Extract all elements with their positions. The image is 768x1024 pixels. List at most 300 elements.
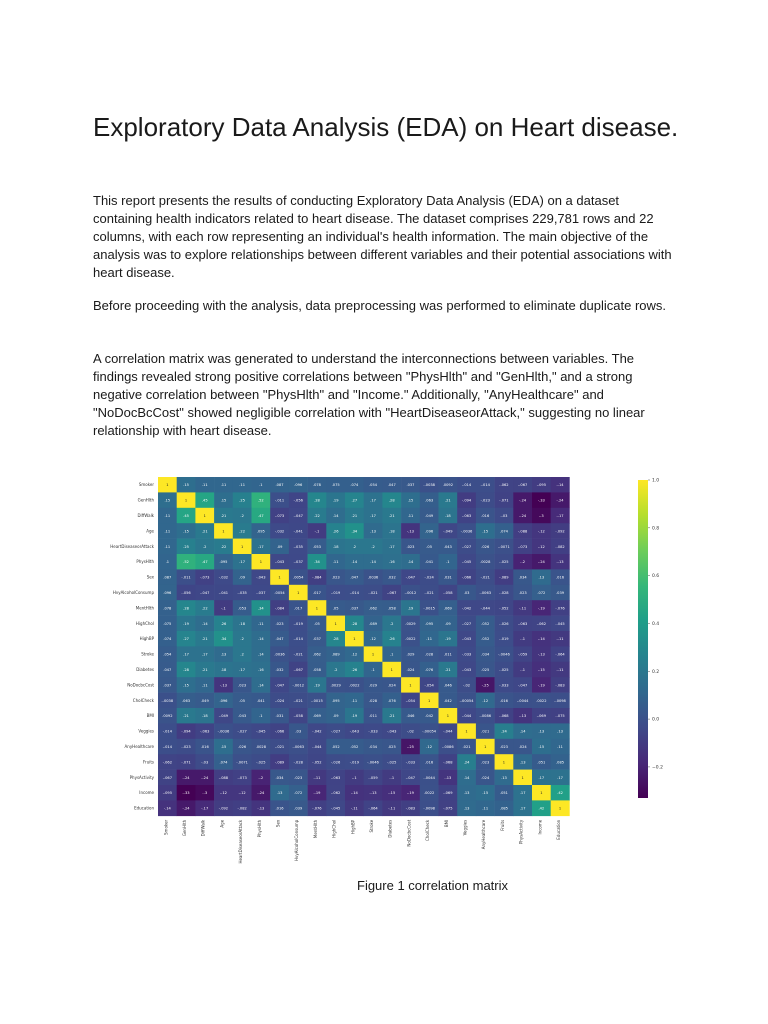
heatmap-cell-label: -.12 (219, 791, 227, 796)
heatmap-cell-label: -.019 (293, 621, 303, 626)
heatmap-cell-label: .023 (294, 775, 303, 780)
heatmap-cell-label: -.0044 (423, 775, 435, 780)
heatmap-cell-label: .085 (556, 760, 565, 765)
heatmap-cell-label: .016 (481, 514, 490, 518)
heatmap-cell-label: -.095 (162, 791, 173, 796)
heatmap-cell-label: -.021 (293, 698, 303, 703)
heatmap-cell-label: -.037 (256, 591, 266, 595)
heatmap-cell-label: .0022 (349, 683, 360, 688)
heatmap-cell-label: -.042 (312, 729, 322, 734)
heatmap-cell-label: -.021 (424, 591, 434, 595)
heatmap-cell-label: -.028 (293, 760, 303, 765)
figure-caption: Figure 1 correlation matrix (357, 878, 508, 893)
heatmap-cell-label: -.3 (202, 791, 208, 796)
x-tick-label: Diabetes (387, 819, 393, 838)
heatmap-cell-label: -.0044 (516, 698, 529, 703)
heatmap-cell-label: .17 (201, 652, 208, 657)
heatmap-cell-label: -.049 (443, 529, 453, 534)
heatmap-cell-label: -.0086 (479, 714, 492, 719)
heatmap-cell-label: .024 (481, 775, 490, 780)
heatmap-cell-label: .047 (163, 668, 172, 672)
heatmap-cell-label: -.0046 (367, 760, 379, 765)
heatmap-cell-label: .046 (443, 683, 452, 688)
heatmap-cell-label: .17 (257, 544, 264, 549)
heatmap-cell-label: .27 (183, 637, 189, 642)
heatmap-cell-label: -.062 (330, 791, 341, 796)
heatmap-cell-label: .1 (390, 652, 394, 657)
heatmap-cell-label: .24 (501, 729, 507, 734)
heatmap-cell-label: .049 (200, 698, 209, 703)
heatmap-cell-label: .042 (443, 698, 452, 703)
heatmap-cell-label: -.062 (536, 621, 547, 626)
heatmap-cell-label: .18 (332, 544, 339, 549)
heatmap-cell-label: -.0063 (292, 745, 305, 749)
heatmap-cell-label: .11 (332, 560, 339, 565)
heatmap-cell-label: -.089 (274, 760, 285, 765)
heatmap-cell-label: .0036 (274, 652, 285, 657)
heatmap-cell-label: -.02 (463, 683, 471, 688)
heatmap-cell-label: -.067 (387, 591, 397, 595)
heatmap-cell-label: 1 (241, 544, 244, 549)
heatmap-cell-label: -.025 (499, 668, 509, 672)
heatmap-cell-label: .1 (371, 668, 375, 672)
heatmap-cell-label: .017 (294, 606, 303, 611)
heatmap-cell-label: 1 (558, 806, 562, 811)
heatmap-cell-label: 1 (259, 560, 262, 565)
heatmap-cell-label: -.064 (368, 806, 378, 811)
x-tick-label: Stroke (369, 819, 375, 833)
heatmap-cell-label: -.068 (443, 760, 453, 765)
heatmap-cell-label: .031 (275, 714, 284, 719)
heatmap-cell-label: .11 (201, 483, 208, 488)
heatmap-cell-label: .09 (239, 575, 246, 580)
heatmap-cell-label: -.095 (536, 483, 547, 488)
heatmap-cell-label: .072 (294, 791, 303, 796)
heatmap-cell-label: .052 (481, 637, 490, 642)
heatmap-cell-label: .16 (388, 560, 395, 565)
heatmap-cell-label: -.067 (162, 775, 173, 780)
heatmap-cell-label: .15 (220, 745, 227, 749)
heatmap-cell-label: -.2 (258, 775, 264, 780)
heatmap-cell-label: .1 (259, 714, 263, 719)
heatmap-cell-label: .078 (163, 606, 172, 611)
heatmap-cell-label: .14 (201, 621, 208, 626)
heatmap-cell-label: -.071 (181, 760, 191, 765)
heatmap-cell-label: .063 (425, 498, 434, 503)
heatmap-cell-label: -.092 (218, 806, 229, 811)
y-tick-label: CholCheck (132, 697, 154, 703)
heatmap-cell-label: -.12 (238, 791, 246, 796)
heatmap-cell-label: -.24 (182, 806, 190, 811)
heatmap-cell-label: 1 (184, 498, 188, 503)
heatmap-cell-label: .095 (219, 560, 228, 565)
heatmap-cell-label: -.027 (461, 544, 472, 549)
heatmap-cell-label: -.047 (405, 575, 416, 580)
heatmap-cell-label: .17 (239, 560, 246, 565)
heatmap-cell-label: .27 (351, 498, 358, 503)
heatmap-cell-label: .017 (312, 591, 321, 595)
heatmap-cell-label: .19 (314, 683, 320, 688)
heatmap-cell-label: .053 (312, 544, 321, 549)
y-tick-label: PhysActivity (129, 774, 154, 780)
heatmap-cell-label: .011 (369, 714, 378, 719)
heatmap-cell-label: -.13 (406, 529, 414, 534)
heatmap-cell-label: 1 (297, 591, 300, 595)
heatmap-cell-label: -.0098 (423, 806, 435, 811)
heatmap-cell-label: -.24 (257, 791, 265, 796)
heatmap-cell-label: -.24 (201, 775, 209, 780)
heatmap-cell-label: -.032 (274, 529, 285, 534)
heatmap-cell-label: .039 (556, 591, 565, 595)
heatmap-cell-label: -.043 (461, 668, 472, 672)
heatmap-cell-label: -.1 (221, 606, 226, 611)
heatmap-cell-label: .11 (257, 621, 264, 626)
heatmap-cell-label: -.052 (499, 606, 509, 611)
heatmap-cell-label: .095 (425, 621, 434, 626)
y-tick-label: Sex (146, 574, 154, 580)
heatmap-cell-label: .18 (201, 714, 208, 719)
paragraph-correlation: A correlation matrix was generated to understand the interconnections between variables. The findings revealed strong positive correlations between "PhysHlth" and "GenHlth," and a strong negative correlation between "PhysHlth" and "Income." Additionally, "AnyHealthcare" and "NoDocBcCost" showed negligible correlation with "HeartDiseaseorAttack," suggesting no linear relationship with heart disease. (93, 351, 645, 438)
heatmap-cell-label: .0092 (442, 483, 453, 488)
heatmap-cell-label: -.019 (330, 591, 341, 595)
heatmap-cell-label: -.15 (388, 791, 396, 796)
colorbar-tick-label: −0.2 (652, 765, 663, 771)
heatmap-cell-label: .13 (220, 652, 227, 657)
heatmap-cell-label: .029 (369, 683, 378, 688)
heatmap-cell-label: .18 (444, 514, 451, 518)
heatmap-cell-label: .21 (444, 498, 451, 503)
heatmap-cell-label: .023 (518, 591, 527, 595)
heatmap-cell-label: .062 (312, 652, 321, 657)
heatmap-cell-label: 1 (428, 698, 431, 703)
x-tick-label: Fruits (499, 819, 505, 831)
heatmap-cell-label: .11 (220, 483, 227, 488)
heatmap-cell-label: .26 (351, 668, 358, 672)
heatmap-cell-label: -.1 (520, 637, 526, 642)
heatmap-cell-label: .18 (220, 668, 227, 672)
heatmap-cell-label: .023 (406, 544, 415, 549)
heatmap-cell-label: -.24 (519, 498, 527, 503)
heatmap-cell-label: -.045 (256, 729, 266, 734)
heatmap-cell-label: .075 (331, 483, 340, 488)
heatmap-cell-label: 1 (484, 745, 487, 749)
heatmap-cell-label: .054 (163, 652, 172, 657)
heatmap-cell-label: -.052 (312, 760, 322, 765)
heatmap-cell-label: .0036 (367, 575, 379, 580)
heatmap-cell-label: -.047 (293, 514, 303, 518)
colorbar-tick-label: 0.4 (652, 621, 660, 627)
heatmap-cell-label: -.044 (312, 745, 322, 749)
heatmap-cell-label: .19 (332, 498, 339, 503)
y-tick-label: Diabetes (136, 667, 154, 672)
heatmap-cell-label: .15 (220, 498, 227, 503)
heatmap-cell-label: -.03 (500, 514, 508, 518)
heatmap-cell-label: -.0071 (236, 760, 248, 765)
heatmap-cell-label: -.027 (330, 729, 341, 734)
heatmap-cell-label: .016 (425, 760, 434, 765)
heatmap-cell-label: -.17 (201, 806, 209, 811)
heatmap-cell-label: .13 (519, 760, 526, 765)
heatmap-cell-label: .096 (294, 483, 303, 488)
heatmap-cell-label: 1 (390, 668, 393, 672)
y-tick-label: DiffWalk (137, 513, 154, 518)
heatmap-cell-label: -.02 (406, 729, 414, 734)
heatmap-cell-label: -.084 (274, 606, 285, 611)
heatmap-cell-label: .19 (351, 714, 358, 719)
heatmap-cell-label: .2 (240, 637, 244, 642)
heatmap-cell-label: .28 (332, 637, 339, 642)
heatmap-cell-label: -.11 (350, 806, 358, 811)
heatmap-cell-label: .13 (501, 775, 507, 780)
heatmap-cell-label: .034 (369, 745, 378, 749)
heatmap-cell-label: .028 (369, 698, 378, 703)
heatmap-cell-label: .0028 (480, 560, 491, 565)
heatmap-cell-label: -.088 (218, 775, 229, 780)
heatmap-cell-label: -.063 (200, 729, 210, 734)
heatmap-cell-label: .14 (463, 775, 470, 780)
heatmap-cell-label: .0054 (293, 575, 304, 580)
heatmap-cell-label: .053 (238, 606, 247, 611)
heatmap-cell-label: -.094 (461, 498, 472, 503)
heatmap-cell-label: -.13 (369, 791, 377, 796)
heatmap-cell-label: 1 (166, 483, 169, 488)
heatmap-cell-label: .11 (239, 483, 246, 488)
heatmap-cell-label: -.024 (424, 575, 434, 580)
heatmap-cell-label: -.073 (237, 775, 247, 780)
heatmap-cell-label: -.33 (182, 791, 190, 796)
heatmap-cell-label: .1 (446, 560, 450, 565)
heatmap-cell-label: -.0012 (404, 591, 417, 595)
heatmap-cell-label: .069 (312, 714, 321, 719)
y-tick-label: Veggies (138, 728, 154, 734)
heatmap-cell-label: -.047 (405, 775, 416, 780)
heatmap-cell-label: .15 (183, 483, 189, 488)
heatmap-cell-label: .26 (220, 621, 227, 626)
heatmap-cell-label: .026 (238, 745, 247, 749)
heatmap-cell-label: 1 (371, 652, 375, 657)
heatmap-cell-label: .42 (557, 791, 563, 796)
heatmap-cell-label: .2 (240, 514, 244, 518)
y-tick-label: Income (139, 790, 154, 796)
heatmap-cell-label: -.014 (461, 483, 472, 488)
heatmap-cell-label: .023 (481, 760, 490, 765)
heatmap-cell-label: .18 (239, 621, 246, 626)
heatmap-cell-label: 1 (203, 514, 206, 518)
heatmap-cell-label: .15 (183, 529, 189, 534)
heatmap-cell-label: -.0038 (161, 698, 174, 703)
heatmap-cell-label: -.14 (350, 791, 358, 796)
heatmap-cell-label: -.1 (520, 668, 526, 672)
heatmap-cell-label: -.11 (519, 606, 527, 611)
heatmap-cell-label: -.021 (293, 652, 303, 657)
heatmap-cell-label: -.035 (237, 591, 247, 595)
heatmap-cell-label: -.021 (274, 745, 285, 749)
x-tick-label: NoDocbcCost (406, 819, 412, 847)
heatmap-cell-label: .1 (165, 560, 170, 565)
heatmap-cell-label: .051 (499, 791, 508, 796)
heatmap-cell-label: -.014 (293, 637, 303, 642)
heatmap-cell-label: -.023 (181, 745, 191, 749)
heatmap-cell-label: .023 (275, 621, 284, 626)
heatmap-cell-label: .13 (463, 806, 470, 811)
heatmap-cell-label: .11 (407, 514, 414, 518)
heatmap-cell-label: .029 (406, 652, 415, 657)
heatmap-cell-label: -.043 (387, 729, 397, 734)
heatmap-cell-label: -.027 (237, 729, 247, 734)
heatmap-cell-label: -.0015 (423, 606, 435, 611)
heatmap-cell-label: -.014 (480, 483, 490, 488)
colorbar-tick-label: 1.0 (652, 478, 660, 484)
heatmap-cell-label: -.13 (519, 714, 527, 719)
heatmap-cell-label: .14 (332, 514, 339, 518)
heatmap-cell-label: -.027 (461, 621, 472, 626)
heatmap-cell-label: -.0036 (217, 729, 230, 734)
heatmap-cell-label: .039 (294, 806, 303, 811)
heatmap-cell-label: .15 (183, 683, 189, 688)
heatmap-cell-label: .17 (183, 652, 189, 657)
correlation-matrix-figure (110, 470, 676, 864)
heatmap-cell-label: -.062 (499, 483, 509, 488)
heatmap-cell-label: .011 (443, 652, 452, 657)
heatmap-cell-label: -.083 (555, 683, 565, 688)
heatmap-cell-label: -.33 (537, 498, 545, 503)
heatmap-cell-label: -.056 (181, 591, 191, 595)
heatmap-cell-label: -.014 (162, 745, 173, 749)
heatmap-cell-label: .042 (425, 714, 434, 719)
heatmap-cell-label: .47 (257, 514, 264, 518)
heatmap-cell-label: .12 (351, 652, 358, 657)
heatmap-cell-label: -.069 (443, 791, 453, 796)
x-tick-label: MentHlth (312, 819, 318, 839)
heatmap-cell-label: 1 (222, 529, 225, 534)
heatmap-cell-label: -.043 (274, 560, 285, 565)
heatmap-cell-label: .041 (256, 698, 265, 703)
heatmap-cell-label: .046 (406, 714, 415, 719)
heatmap-cell-label: -.063 (517, 621, 528, 626)
heatmap-cell-label: .28 (183, 606, 189, 611)
heatmap-cell-label: .34 (257, 606, 264, 611)
heatmap-cell-label: .13 (276, 791, 283, 796)
heatmap-cell-label: .034 (275, 775, 284, 780)
heatmap-cell-label: .09 (276, 544, 283, 549)
heatmap-cell-label: .0092 (162, 714, 173, 719)
heatmap-cell-label: -.17 (556, 514, 564, 518)
y-tick-label: BMI (146, 713, 154, 719)
colorbar-tick-label: 0.2 (652, 669, 660, 675)
heatmap-cell-label: .1 (259, 483, 263, 488)
heatmap-cell-label: .11 (201, 683, 208, 688)
heatmap-cell-label: 1 (521, 775, 524, 780)
heatmap-cell-label: .052 (481, 621, 490, 626)
heatmap-cell-label: -.11 (388, 806, 396, 811)
heatmap-cell-label: -.076 (555, 606, 565, 611)
heatmap-cell-label: -.13 (537, 652, 545, 657)
heatmap-cell-label: .058 (312, 668, 321, 672)
heatmap-cell-label: .21 (201, 529, 208, 534)
heatmap-cell-label: -.25 (481, 683, 489, 688)
heatmap-cell-label: -.044 (480, 606, 490, 611)
heatmap-cell-label: .087 (275, 483, 284, 488)
heatmap-cell-label: -.033 (461, 652, 472, 657)
x-tick-label: HeartDiseaseorAttack (238, 819, 244, 864)
heatmap-cell-label: .25 (239, 498, 246, 503)
heatmap-cell-label: -.0036 (460, 529, 473, 534)
heatmap-cell-label: .085 (499, 806, 508, 811)
heatmap-cell-label: -.082 (555, 544, 565, 549)
heatmap-cell-label: -.03 (201, 760, 209, 765)
heatmap-cell-label: -.075 (443, 806, 453, 811)
heatmap-cell-label: 1 (540, 791, 543, 796)
heatmap-cell-label: .11 (351, 698, 358, 703)
paragraph-preprocessing: Before proceeding with the analysis, data preprocessing was performed to eliminate duplicate rows. (93, 298, 667, 313)
heatmap-cell-label: .028 (425, 652, 434, 657)
heatmap-cell-label: -.11 (556, 637, 564, 642)
heatmap-cell-label: -.033 (405, 760, 416, 765)
heatmap-cell-label: .13 (370, 529, 376, 534)
heatmap-cell-label: -.033 (368, 729, 378, 734)
heatmap-cell-label: .052 (331, 745, 340, 749)
heatmap-cell-label: .19 (183, 621, 189, 626)
x-tick-label: PhysActivity (518, 819, 524, 845)
heatmap-cell-label: .13 (538, 729, 545, 734)
heatmap-cell-label: -.1 (351, 775, 357, 780)
heatmap-cell-label: .025 (387, 745, 396, 749)
heatmap-cell-label: .24 (463, 760, 470, 765)
x-tick-label: Sex (275, 819, 281, 828)
heatmap-cell-label: .21 (183, 714, 189, 719)
heatmap-cell-label: -.0046 (498, 652, 510, 657)
heatmap-cell-label: -.023 (480, 498, 490, 503)
colorbar-tick-label: 0.6 (652, 574, 660, 580)
y-tick-label: HeartDiseaseorAttack (110, 543, 154, 549)
heatmap-cell-label: .0028 (255, 745, 266, 749)
heatmap-cell-label: .52 (257, 498, 264, 503)
heatmap-cell-label: .076 (387, 698, 396, 703)
heatmap-cell-label: .14 (351, 560, 358, 565)
heatmap-cell-label: .2 (352, 544, 357, 549)
heatmap-cell-label: -.025 (499, 560, 509, 565)
y-tick-label: Smoker (138, 482, 154, 488)
heatmap-cell-label: .043 (443, 544, 452, 549)
heatmap-cell-label: .03 (463, 591, 470, 595)
heatmap-cell-label: .024 (387, 683, 396, 688)
heatmap-cell-label: -.00054 (459, 698, 474, 703)
heatmap-cell-label: .05 (332, 606, 339, 611)
heatmap-cell-label: .2 (240, 652, 244, 657)
x-tick-label: Smoker (163, 819, 169, 835)
heatmap-cell-label: -.0086 (442, 745, 454, 749)
heatmap-cell-label: .12 (426, 745, 433, 749)
heatmap-cell-label: .12 (370, 637, 376, 642)
heatmap-cell-label: -.083 (405, 806, 416, 811)
x-tick-label: BMI (443, 819, 449, 828)
heatmap-cell-label: -.066 (461, 575, 472, 580)
heatmap-cell-label: -.021 (368, 591, 378, 595)
y-tick-label: GenHlth (137, 497, 154, 503)
heatmap-cell-label: .096 (219, 698, 228, 703)
heatmap-cell-label: .023 (331, 575, 340, 580)
heatmap-cell-label: .15 (482, 791, 489, 796)
y-tick-label: HvyAlcoholConsump (112, 590, 154, 595)
heatmap-cell-label: .42 (538, 806, 545, 811)
heatmap-cell-label: 1 (465, 729, 468, 734)
heatmap-cell-label: -.15 (537, 668, 545, 672)
heatmap-cell-label: .037 (406, 483, 415, 488)
x-tick-label: CholCheck (425, 819, 431, 842)
heatmap-cell-label: .21 (201, 668, 208, 672)
heatmap-cell-label: .47 (201, 560, 208, 565)
x-tick-label: GenHlth (182, 819, 188, 837)
